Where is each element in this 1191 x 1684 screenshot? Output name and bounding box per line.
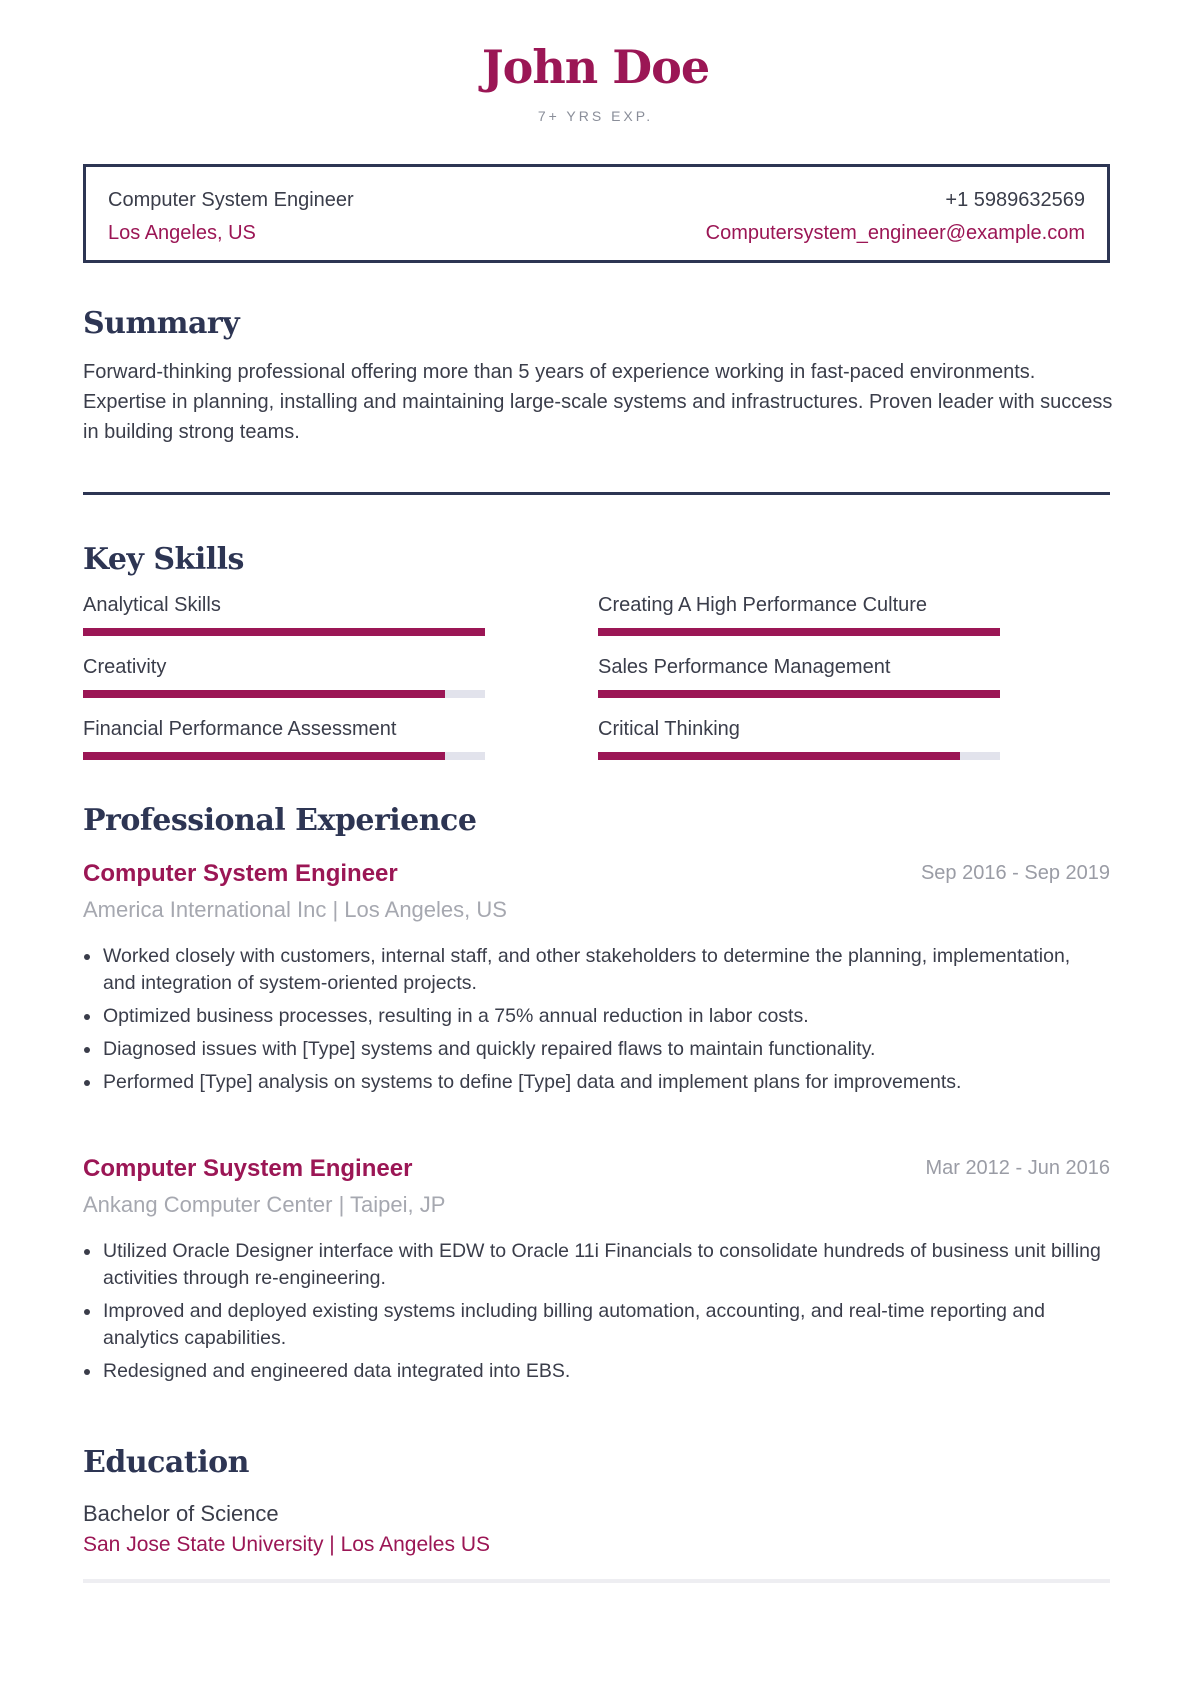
- bullet-icon: [84, 1369, 90, 1375]
- bullet-icon: [84, 954, 90, 960]
- job-bullets: [83, 943, 1103, 1102]
- bullet-icon: [84, 1047, 90, 1053]
- job-bullets: [83, 1238, 1103, 1391]
- contact-job-title: Computer System Engineer: [108, 189, 354, 211]
- contact-location: Los Angeles, US: [108, 222, 256, 244]
- bullet-icon: [84, 1014, 90, 1020]
- skill-bar: [598, 752, 1000, 760]
- footer-divider: [83, 1579, 1110, 1583]
- job-dates: Mar 2012 - Jun 2016: [925, 1157, 1110, 1179]
- skill-bar-fill: [83, 628, 485, 636]
- skill-label: Creating A High Performance Culture: [598, 594, 928, 616]
- skill-bar-fill: [598, 752, 960, 760]
- skill-label: Analytical Skills: [83, 594, 221, 616]
- skill-label: Creativity: [83, 656, 167, 678]
- skill-bar-fill: [598, 628, 1000, 636]
- section-divider: [83, 492, 1110, 495]
- bullet-icon: [84, 1080, 90, 1086]
- skill-bar: [598, 690, 1000, 698]
- job-title: Computer Suystem Engineer: [83, 1155, 413, 1182]
- education-school: San Jose State University | Los Angeles US: [83, 1533, 490, 1556]
- candidate-name: John Doe: [481, 40, 710, 94]
- bullet-icon: [84, 1249, 90, 1255]
- list-item: Improved and deployed existing systems including billing automation, accounting, and real-time reporting and analytics capabilities.: [83, 1298, 1103, 1352]
- list-item: Optimized business processes, resulting in a 75% annual reduction in labor costs.: [83, 1003, 1103, 1030]
- job-company: America International Inc | Los Angeles, US: [83, 897, 507, 922]
- skill-bar-fill: [83, 690, 445, 698]
- skill-label: Sales Performance Management: [598, 656, 891, 678]
- skill-bar-fill: [598, 690, 1000, 698]
- skill-bar: [83, 752, 485, 760]
- job-company: Ankang Computer Center | Taipei, JP: [83, 1192, 446, 1217]
- skill-label: Critical Thinking: [598, 718, 740, 740]
- experience-heading: Professional Experience: [83, 803, 477, 838]
- summary-heading: Summary: [83, 306, 240, 341]
- skill-bar: [83, 690, 485, 698]
- job-dates: Sep 2016 - Sep 2019: [920, 862, 1110, 884]
- experience-years: 7+ YRS EXP.: [537, 108, 654, 124]
- skills-heading: Key Skills: [83, 542, 244, 577]
- contact-phone: +1 5989632569: [945, 189, 1085, 211]
- summary-text: Forward-thinking professional offering more than 5 years of experience working in fast-paced environments. Expertise in planning, installing and maintaining large-scale systems and infrastructures. Proven leader with success in building strong teams.: [83, 361, 1113, 443]
- contact-email[interactable]: Computersystem_engineer@example.com: [705, 222, 1085, 244]
- list-item: Redesigned and engineered data integrated into EBS.: [83, 1358, 1103, 1385]
- education-heading: Education: [83, 1445, 249, 1480]
- skill-bar: [83, 628, 485, 636]
- list-item: Worked closely with customers, internal staff, and other stakeholders to determine the planning, implementation, and integration of system-oriented projects.: [83, 943, 1103, 997]
- skill-label: Financial Performance Assessment: [83, 718, 397, 740]
- education-degree: Bachelor of Science: [83, 1501, 279, 1526]
- skill-bar-fill: [83, 752, 445, 760]
- skill-bar: [598, 628, 1000, 636]
- list-item: Diagnosed issues with [Type] systems and quickly repaired flaws to maintain functionality.: [83, 1036, 1103, 1063]
- contact-box: [83, 164, 1110, 263]
- list-item: Performed [Type] analysis on systems to define [Type] data and implement plans for improvements.: [83, 1069, 1103, 1096]
- bullet-icon: [84, 1309, 90, 1315]
- job-title: Computer System Engineer: [83, 860, 398, 887]
- list-item: Utilized Oracle Designer interface with EDW to Oracle 11i Financials to consolidate hundreds of business unit billing activities through re-engineering.: [83, 1238, 1103, 1292]
